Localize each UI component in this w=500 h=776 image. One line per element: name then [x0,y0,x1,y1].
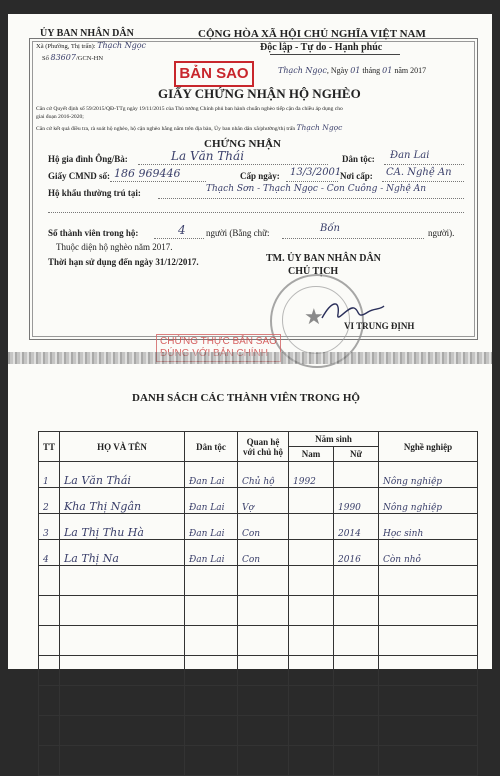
header-tt: TT [39,432,60,462]
table-row [39,488,478,514]
members-line [154,238,204,239]
row-ethnic: Đan Lai [185,540,238,566]
table-row-empty [39,686,478,716]
row-female [334,462,379,488]
id-label: Giấy CMND số: [48,171,110,181]
poor-line: Thuộc diện hộ nghèo năm 2017. [56,242,173,252]
row-relation: Vợ [238,488,289,514]
certificate-number: Số 83607/GCN-HN [42,53,104,62]
copy-stamp: BẢN SAO [174,61,254,87]
row-tt: 4 [39,540,60,566]
residence-value: Thạch Sơn - Thạch Ngọc - Con Cuông - Nghệ An [206,184,427,194]
row-tt: 2 [39,488,60,514]
row-ethnic: Đan Lai [185,462,238,488]
members-end: người). [428,228,455,238]
row-female: 2014 [334,514,379,540]
row-female: 1990 [334,488,379,514]
row-job: Nông nghiệp [379,462,478,488]
row-female: 2016 [334,540,379,566]
row-male [289,540,334,566]
row-name: Kha Thị Ngân [60,488,185,514]
members-value: 4 [178,223,186,237]
household-line [138,164,328,165]
table-row-empty [39,596,478,626]
header-relation: Quan hệ với chủ hộ [238,432,289,462]
issued-label: Cấp ngày: [240,171,280,181]
row-ethnic: Đan Lai [185,514,238,540]
table-row-empty [39,716,478,746]
table-row [39,462,478,488]
residence-line [158,198,464,199]
republic-header: CỘNG HÒA XÃ HỘI CHỦ NGHĨA VIỆT NAM [198,28,426,40]
commune-label: Xã (Phường, Thị trấn): Thạch Ngọc [36,41,147,50]
id-value: 186 969446 [114,167,181,180]
legal-basis-2: giai đoạn 2016-2020; [36,114,84,120]
row-relation: Chủ hộ [238,462,289,488]
row-relation: Con [238,540,289,566]
row-ethnic: Đan Lai [185,488,238,514]
header-birth-year: Năm sinh [289,432,379,447]
certified-copy-stamp: CHỨNG THỰC BẢN SAO [156,334,281,362]
motto-underline [270,54,400,55]
members-words: Bốn [320,223,340,234]
header-job: Nghề nghiệp [379,432,478,462]
table-row [39,540,478,566]
id-line [110,181,206,182]
row-name: La Thị Na [60,540,185,566]
issued-value: 13/3/2001 [290,167,342,178]
header-name: HỌ VÀ TÊN [60,432,185,462]
header-ethnic: Dân tộc [185,432,238,462]
signature-org: TM. ỦY BAN NHÂN DÂN [266,253,381,264]
signer-name: VI TRUNG ĐỊNH [344,321,415,331]
row-job: Nông nghiệp [379,488,478,514]
row-relation: Con [238,514,289,540]
place-line [382,181,464,182]
row-job: Học sinh [379,514,478,540]
certificate-title: GIẤY CHỨNG NHẬN HỘ NGHÈO [158,86,361,101]
place-value: CA. Nghệ An [386,167,452,178]
valid-line: Thời hạn sử dụng đến ngày 31/12/2017. [48,257,199,267]
ethnic-line [384,164,464,165]
seal-star-icon: ★ [304,304,324,329]
members-table-title: DANH SÁCH CÁC THÀNH VIÊN TRONG HỘ [132,392,360,404]
legal-basis-3: Căn cứ kết quả điều tra, rà soát hộ nghèo, hộ cận nghèo hằng năm trên địa bàn, Ủy ban nhân dân xã/phường/thị trấn Thạch Ngọc [36,123,343,132]
row-male [289,488,334,514]
issued-line [286,181,338,182]
signature-role: CHỦ TỊCH [288,266,339,277]
place-label: Nơi cấp: [340,171,373,181]
header-female: Nữ [334,447,379,462]
ethnic-label: Dân tộc: [342,154,375,164]
members-mid: người (Bằng chữ: [206,228,270,238]
household-label: Hộ gia đình Ông/Bà: [48,154,128,164]
table-row-empty [39,626,478,656]
residence-line-2 [48,212,464,213]
table-row-empty [39,566,478,596]
row-job: Còn nhỏ [379,540,478,566]
legal-basis-1: Căn cứ Quyết định số 59/2015/QĐ-TTg ngày 19/11/2015 của Thủ tướng Chính phủ ban hành chuẩn nghèo tiếp cận đa chiều áp dụng cho [36,106,343,112]
table-row-empty [39,656,478,686]
row-name: La Thị Thu Hà [60,514,185,540]
members-label: Số thành viên trong hộ: [48,228,139,238]
members-table [38,431,478,776]
page-fold-edge [8,352,492,364]
household-value: La Văn Thái [171,149,245,163]
header-org: ỦY BAN NHÂN DÂN [40,28,134,39]
date-line: Thạch Ngọc, Ngày 01 tháng 01 năm 2017 [278,66,427,75]
residence-label: Hộ khẩu thường trú tại: [48,188,141,198]
certify-heading: CHỨNG NHẬN [204,138,281,150]
document-page [8,14,492,669]
table-row-empty [39,746,478,776]
ethnic-value: Đan Lai [390,150,430,161]
motto: Độc lập - Tự do - Hạnh phúc [260,42,383,53]
members-words-line [282,238,424,239]
row-name: La Văn Thái [60,462,185,488]
row-tt: 3 [39,514,60,540]
row-male: 1992 [289,462,334,488]
row-male [289,514,334,540]
table-row [39,514,478,540]
header-male: Nam [289,447,334,462]
row-tt: 1 [39,462,60,488]
